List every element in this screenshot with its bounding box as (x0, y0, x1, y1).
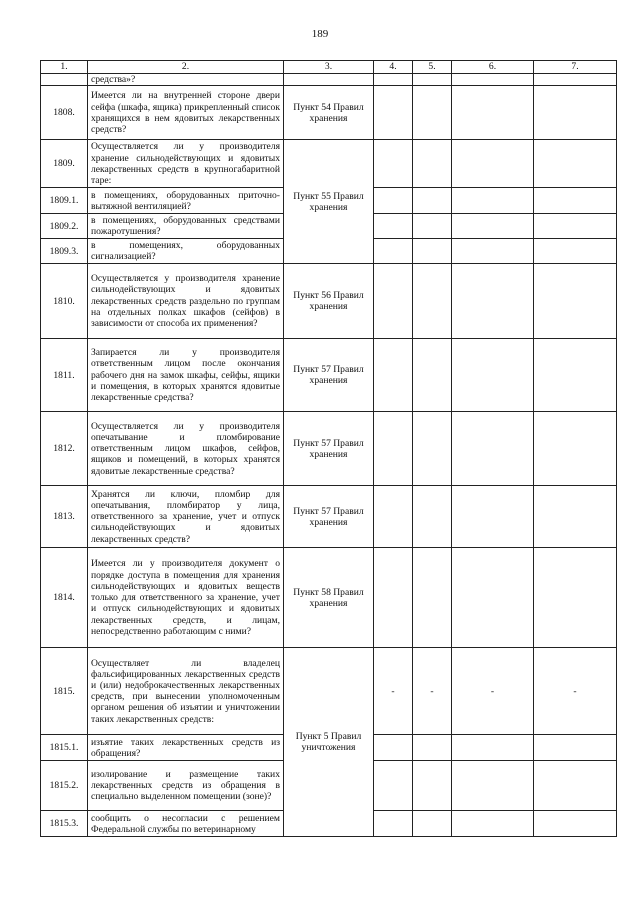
empty-mark: - (534, 648, 617, 735)
row-number: 1808. (41, 86, 88, 140)
question-text: Осуществляет ли владелец фальсифицированных лекарственных средств и (или) недоброкачественных лекарственных средств, при вынесении уполномоченным органом решения об изъятии и уничтожении таких лекарственных средств: (88, 648, 284, 735)
col-header-3: 3. (284, 61, 374, 74)
col-header-7: 7. (534, 61, 617, 74)
row-number: 1815. (41, 648, 88, 735)
legal-reference: Пункт 57 Правил хранения (284, 339, 374, 412)
table-row (41, 264, 617, 339)
legal-reference: Пункт 58 Правил хранения (284, 548, 374, 648)
col-header-2: 2. (88, 61, 284, 74)
table-row (41, 339, 617, 412)
question-text: Осуществляется у производителя хранение сильнодействующих и ядовитых лекарственных средств раздельно по группам на отдельных полках шкафов (сейфов) в зависимости от способа их применения? (88, 264, 284, 339)
row-number: 1812. (41, 412, 88, 486)
question-text: в помещениях, оборудованных средствами пожаротушения? (88, 214, 284, 239)
table-row (41, 86, 617, 140)
row-number: 1809.2. (41, 214, 88, 239)
table-row (41, 648, 617, 735)
col-header-6: 6. (452, 61, 534, 74)
table-row (41, 412, 617, 486)
row-number: 1815.1. (41, 735, 88, 761)
question-text: в помещениях, оборудованных сигнализацией? (88, 239, 284, 264)
row-number: 1813. (41, 486, 88, 548)
row-number: 1811. (41, 339, 88, 412)
question-text: в помещениях, оборудованных приточно-вытяжной вентиляцией? (88, 188, 284, 214)
table-row (41, 74, 617, 86)
legal-reference: Пункт 57 Правил хранения (284, 412, 374, 486)
table-row (41, 140, 617, 188)
row-number: 1809.1. (41, 188, 88, 214)
question-text: изъятие таких лекарственных средств из обращения? (88, 735, 284, 761)
table-row (41, 486, 617, 548)
question-text: изолирование и размещение таких лекарственных средств из обращения в специально выделенном помещении (зоне)? (88, 761, 284, 811)
row-number: 1814. (41, 548, 88, 648)
empty-mark: - (413, 648, 452, 735)
col-header-4: 4. (374, 61, 413, 74)
row-number: 1809.3. (41, 239, 88, 264)
page-number: 189 (311, 28, 329, 40)
checklist-table (40, 60, 617, 837)
legal-reference: Пункт 57 Правил хранения (284, 486, 374, 548)
question-text: Имеется ли на внутренней стороне двери сейфа (шкафа, ящика) прикрепленный список хранящихся в нем ядовитых лекарственных средств? (88, 86, 284, 140)
col-header-5: 5. (413, 61, 452, 74)
question-text: сообщить о несогласии с решением Федеральной службы по ветеринарному (88, 811, 284, 837)
table-row (41, 548, 617, 648)
empty-mark: - (374, 648, 413, 735)
question-text: Хранятся ли ключи, пломбир для опечатывания, пломбиратор у лица, ответственного за хранение, учет и отпуск сильнодействующих и ядовитых лекарственных средств? (88, 486, 284, 548)
row-number: 1815.3. (41, 811, 88, 837)
legal-reference: Пункт 54 Правил хранения (284, 86, 374, 140)
legal-reference: Пункт 55 Правил хранения (284, 140, 374, 264)
continuation-text: средства»? (88, 74, 284, 86)
legal-reference: Пункт 5 Правил уничтожения (284, 648, 374, 837)
question-text: Осуществляется ли у производителя опечатывание и пломбирование ответственным лицом шкафов, сейфов, ящиков и помещений, в которых хранятся ядовитые лекарственные средства? (88, 412, 284, 486)
row-number: 1810. (41, 264, 88, 339)
empty-mark: - (452, 648, 534, 735)
question-text: Имеется ли у производителя документ о порядке доступа в помещения для хранения сильнодействующих и ядовитых веществ только для ответственного за хранение, учет и отпуск сильнодействующих и ядовитых лекарственных средств, и лицам, непосредственно работающим с ними? (88, 548, 284, 648)
row-number: 1815.2. (41, 761, 88, 811)
legal-reference: Пункт 56 Правил хранения (284, 264, 374, 339)
header-row (41, 61, 617, 74)
row-number: 1809. (41, 140, 88, 188)
col-header-1: 1. (41, 61, 88, 74)
question-text: Осуществляется ли у производителя хранение сильнодействующих и ядовитых лекарственных средств в крупногабаритной таре: (88, 140, 284, 188)
question-text: Запирается ли у производителя ответственным лицом после окончания рабочего дня на замок шкафы, сейфы, ящики и помещения, в которых хранятся ядовитые лекарственные средства? (88, 339, 284, 412)
